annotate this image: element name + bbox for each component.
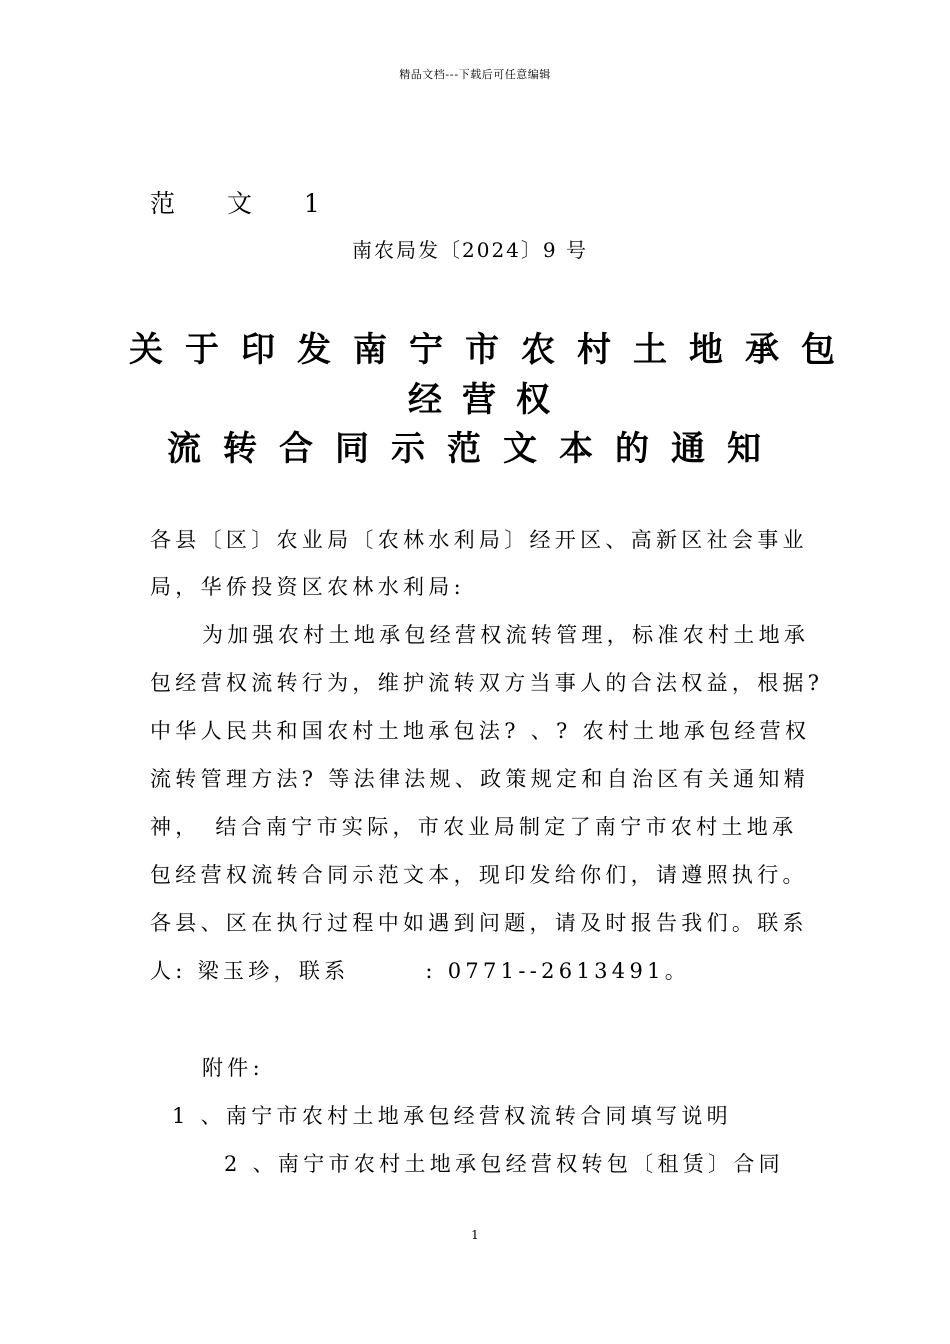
body-line-6: 包经营权流转合同示范文本，现印发给你们，请遵照执行。 [150,863,808,887]
addressee-line-2: 局，华侨投资区农林水利局: [150,575,465,599]
addressee-line-1: 各县〔区〕农业局〔农林水利局〕经开区、高新区社会事业 [150,528,808,552]
document-number: 南农局发〔2024〕9 号 [352,238,588,262]
title-line-1: 关于印发南宁市农村土地承包 [129,330,857,370]
body-line-7: 各县、区在执行过程中如遇到问题，请及时报告我们。联系 [150,911,808,935]
sample-label: 范 文 1 [150,189,342,218]
contact-line: 人: 梁玉珍，联系 : 0771--2613491。 [150,959,691,983]
page-number: 1 [471,1228,479,1242]
title-line-3: 流转合同示范文本的通知 [167,429,783,469]
body-line-1: 为加强农村土地承包经营权流转管理，标准农村土地承 [202,623,810,647]
title-line-2: 经营权 [408,380,570,420]
body-line-3: 中华人民共和国农村土地承包法? 、? 农村土地承包经营权 [150,719,811,743]
body-line-2: 包经营权流转行为，维护流转双方当事人的合法权益，根据? [150,671,824,695]
body-line-5: 神， 结合南宁市实际，市农业局制定了南宁市农村土地承 [150,815,798,839]
attachments-label: 附件: [202,1056,264,1080]
attachment-item-2: 2 、南宁市农村土地承包经营权转包〔租赁〕合同 [224,1152,784,1176]
header-note: 精品文档---下载后可任意编辑 [399,68,551,81]
body-line-4: 流转管理方法? 等法律法规、政策规定和自治区有关通知精 [150,767,810,791]
attachment-item-1: 1 、南宁市农村土地承包经营权流转合同填写说明 [172,1104,732,1128]
